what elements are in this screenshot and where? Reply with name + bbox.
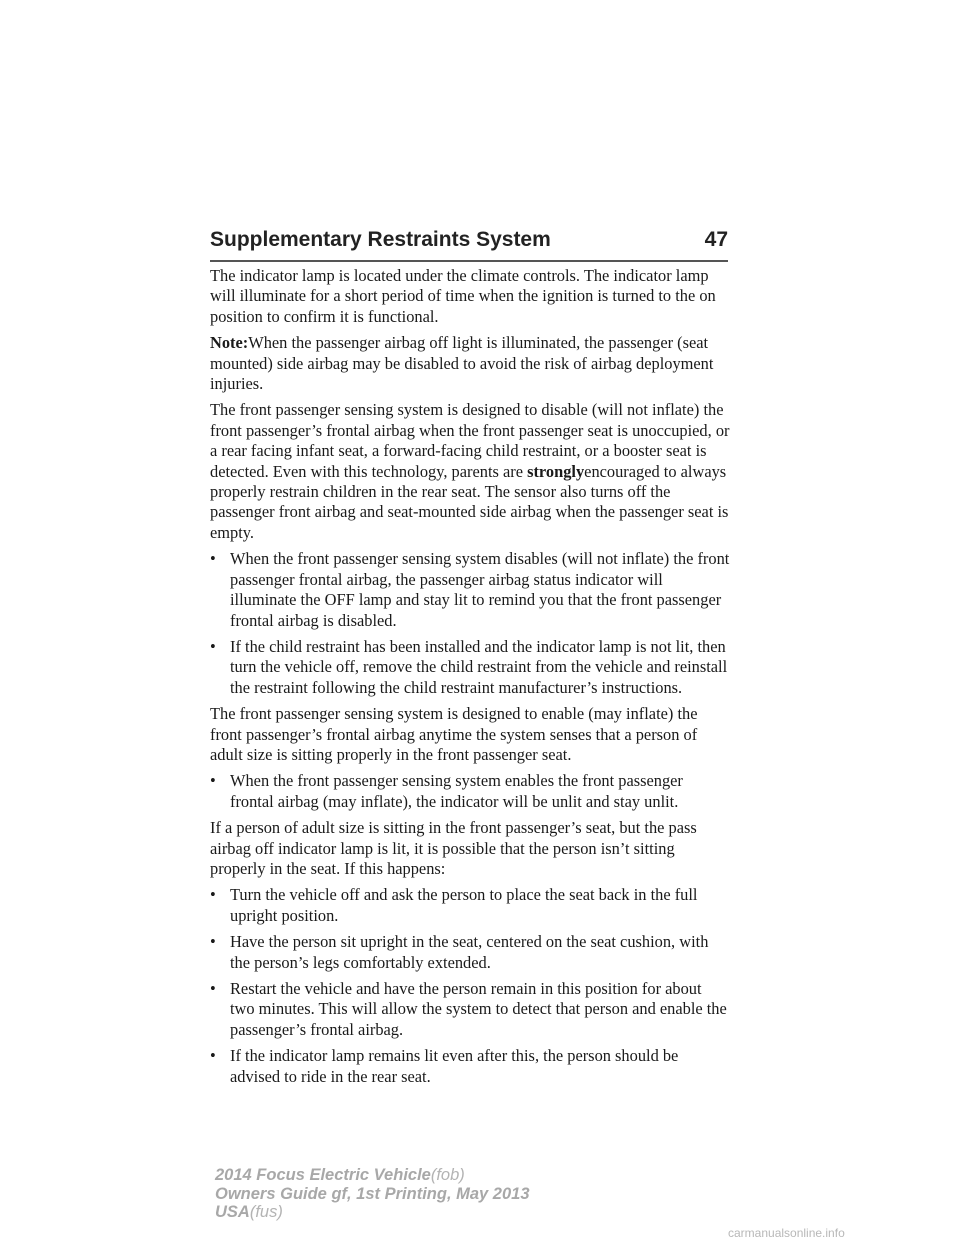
manual-body [210, 266, 730, 1093]
list-item-text: Turn the vehicle off and ask the person to place the seat back in the full upright position. [230, 885, 698, 925]
header-divider [210, 260, 728, 262]
list-item [210, 771, 730, 812]
bullet-glyph: • [210, 979, 216, 998]
footer-line-printing [215, 1185, 530, 1204]
bullet-glyph: • [210, 885, 216, 905]
emphasis-strongly: strongly [527, 461, 585, 481]
list-item-text: Restart the vehicle and have the person remain in this position for about two minutes. This will allow the system to detect that person and enable the passenger’s frontal airbag. [230, 979, 727, 1039]
list-item [210, 1046, 730, 1087]
list-item [210, 637, 730, 698]
bullet-list-enable [210, 771, 730, 812]
footer-printing-info: Owners Guide gf, 1st Printing, May 2013 [215, 1184, 530, 1203]
paragraph-indicator-lamp: The indicator lamp is located under the climate controls. The indicator lamp will illuminate for a short period of time when the ignition is turned to the on position to confirm it is functional. [210, 266, 716, 326]
bullet-glyph: • [210, 932, 216, 952]
list-item-text: If the indicator lamp remains lit even after this, the person should be advised to ride in the rear seat. [230, 1046, 679, 1086]
paragraph-sensing-disable [210, 400, 730, 543]
bullet-glyph: • [210, 1046, 216, 1066]
bullet-glyph: • [210, 771, 216, 791]
list-item-text: Have the person sit upright in the seat, centered on the seat cushion, with the person’s legs comfortably extended. [230, 932, 709, 972]
page-header [210, 228, 728, 252]
paragraph-text: encouraged to always properly restrain children in the rear seat. The sensor also turns off the passenger front airbag and seat-mounted side airbag when the passenger seat is empty. [210, 461, 729, 542]
list-item-text: When the front passenger sensing system enables the front passenger frontal airbag (may inflate), the indicator will be unlit and stay unlit. [230, 771, 683, 811]
bullet-glyph: • [210, 549, 216, 569]
bullet-glyph: • [210, 636, 216, 656]
print-footer [215, 1166, 530, 1222]
list-item-text: If the child restraint has been installed and the indicator lamp is not lit, then turn the vehicle off, remove the child restraint from the vehicle and reinstall the restraint following the child restraint manufacturer’s instructions. [230, 636, 728, 697]
paragraph-if-lit: If a person of adult size is sitting in the front passenger’s seat, but the pass airbag off indicator lamp is lit, it is possible that the person isn’t sitting properly in the seat. If this happens: [210, 818, 697, 878]
list-item [210, 932, 730, 973]
note-text: When the passenger airbag off light is illuminated, the passenger (seat mounted) side airbag may be disabled to avoid the risk of airbag deployment injuries. [210, 333, 714, 394]
page-number: 47 [704, 228, 728, 251]
paragraph-note [210, 333, 730, 394]
paragraph-text: The front passenger sensing system is designed to disable (will not inflate) the front passenger’s frontal airbag when the front passenger seat is unoccupied, or a rear facing infant seat, a forward-facing child restraint, or a booster seat is detected. Even with this technology, parents are [210, 400, 730, 481]
bullet-list-disable [210, 549, 730, 698]
list-item [210, 885, 730, 926]
list-item-text: When the front passenger sensing system disables (will not inflate) the front passenger frontal airbag, the passenger airbag status indicator will illuminate the OFF lamp and stay lit to remind you that the front passenger frontal airbag is disabled. [230, 549, 730, 630]
list-item [210, 979, 730, 1040]
paragraph-sensing-enable: The front passenger sensing system is designed to enable (may inflate) the front passenger’s frontal airbag anytime the system senses that a person of adult size is sitting properly in the front passenger seat. [210, 704, 698, 764]
footer-market-code: (fus) [249, 1203, 283, 1221]
footer-vehicle-name: 2014 Focus Electric Vehicle [215, 1166, 431, 1184]
footer-line-vehicle [215, 1166, 530, 1185]
footer-vehicle-code: (fob) [430, 1166, 465, 1184]
footer-market: USA [215, 1203, 250, 1221]
section-title: Supplementary Restraints System [210, 228, 551, 251]
note-label: Note: [210, 333, 249, 353]
bullet-list-steps [210, 885, 730, 1087]
list-item [210, 549, 730, 631]
footer-line-market [215, 1203, 530, 1222]
site-watermark: carmanualsonline.info [728, 1226, 845, 1240]
